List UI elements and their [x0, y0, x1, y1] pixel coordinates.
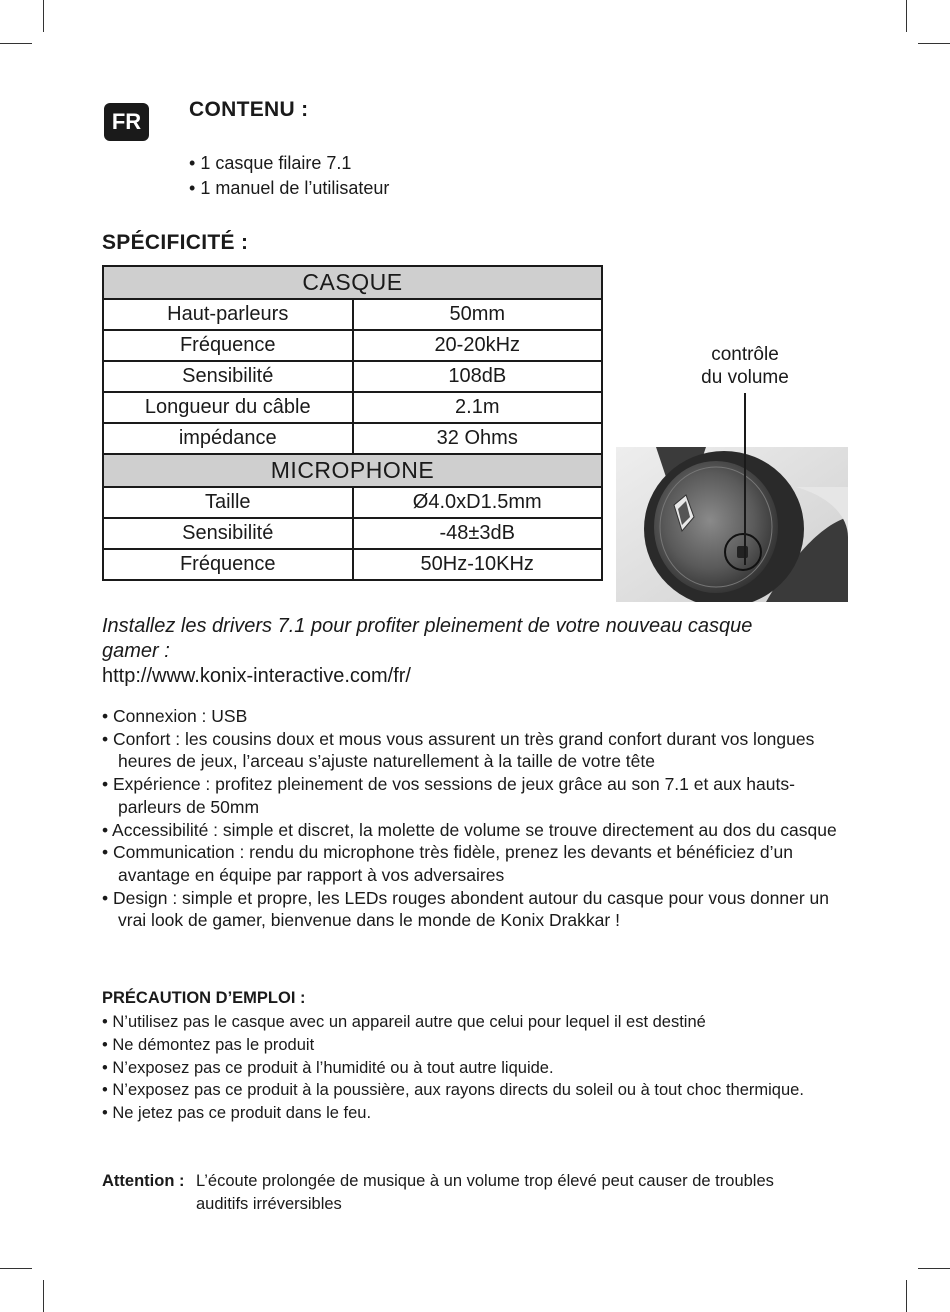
table-row: [103, 518, 602, 549]
spec-value: Ø4.0xD1.5mm: [353, 487, 603, 518]
attention-text: L’écoute prolongée de musique à un volume trop élevé peut causer de troubles auditifs irréversibles: [196, 1172, 774, 1213]
list-item: • Connexion : USB: [102, 705, 842, 728]
table-row: [103, 330, 602, 361]
list-item: • Expérience : profitez pleinement de vos sessions de jeux grâce au son 7.1 et aux hauts-parleurs de 50mm: [102, 773, 842, 818]
spec-value: 32 Ohms: [353, 423, 603, 454]
spec-label: Sensibilité: [103, 361, 353, 392]
crop-mark: [918, 1268, 950, 1269]
list-item: • Design : simple et propre, les LEDs rouges abondent autour du casque pour vous donner un vrai look de gamer, bienvenue dans le monde de Konix Drakkar !: [102, 887, 842, 932]
spec-label: Fréquence: [103, 330, 353, 361]
crop-mark: [43, 0, 44, 32]
list-item: • Communication : rendu du microphone très fidèle, prenez les devants et bénéficiez d’un avantage en équipe par rapport à vos adversaires: [102, 841, 842, 886]
crop-mark: [0, 1268, 32, 1269]
spec-value: 108dB: [353, 361, 603, 392]
contents-item: • 1 manuel de l’utilisateur: [189, 176, 389, 201]
crop-mark: [906, 0, 907, 32]
spec-value: 2.1m: [353, 392, 603, 423]
contents-list: [189, 151, 389, 201]
list-item: • N’exposez pas ce produit à la poussière, aux rayons directs du soleil ou à tout choc thermique.: [102, 1079, 822, 1102]
spec-label: Fréquence: [103, 549, 353, 580]
spec-value: 50Hz-10KHz: [353, 549, 603, 580]
list-item: • N’utilisez pas le casque avec un appareil autre que celui pour lequel il est destiné: [102, 1011, 822, 1034]
precautions-title: PRÉCAUTION D’EMPLOI :: [102, 989, 306, 1007]
list-item: • Confort : les cousins doux et mous vous assurent un très grand confort durant vos longues heures de jeux, l’arceau s’ajuste naturellement à la taille de votre tête: [102, 728, 842, 773]
callout-line1: contrôle: [711, 344, 779, 365]
table-row: [103, 487, 602, 518]
microphone-heading: MICROPHONE: [103, 454, 602, 487]
headset-photo: [616, 447, 848, 602]
features-list: [102, 705, 842, 932]
crop-mark: [906, 1280, 907, 1312]
spec-table: [102, 265, 603, 581]
spec-value: 20-20kHz: [353, 330, 603, 361]
headset-heading: CASQUE: [103, 266, 602, 299]
crop-mark: [918, 43, 950, 44]
crop-mark: [43, 1280, 44, 1312]
table-row: [103, 361, 602, 392]
spec-value: 50mm: [353, 299, 603, 330]
language-badge: FR: [104, 103, 149, 141]
list-item: • Ne démontez pas le produit: [102, 1034, 822, 1057]
spec-label: Haut-parleurs: [103, 299, 353, 330]
crop-mark: [0, 43, 32, 44]
contents-title: CONTENU :: [189, 98, 309, 121]
install-text: Installez les drivers 7.1 pour profiter pleinement de votre nouveau casque gamer :: [102, 615, 753, 662]
contents-item: • 1 casque filaire 7.1: [189, 151, 389, 176]
spec-label: Taille: [103, 487, 353, 518]
spec-label: impédance: [103, 423, 353, 454]
callout-line2: du volume: [701, 367, 789, 388]
table-row: [103, 549, 602, 580]
volume-control-callout: [680, 343, 810, 389]
spec-title: SPÉCIFICITÉ :: [102, 231, 249, 254]
spec-value: -48±3dB: [353, 518, 603, 549]
precautions-list: [102, 1011, 822, 1125]
install-info: [102, 614, 802, 689]
install-url[interactable]: http://www.konix-interactive.com/fr/: [102, 665, 411, 687]
attention-label: Attention :: [102, 1172, 185, 1190]
spec-label: Sensibilité: [103, 518, 353, 549]
list-item: • Ne jetez pas ce produit dans le feu.: [102, 1102, 822, 1125]
table-row: [103, 299, 602, 330]
table-row: [103, 392, 602, 423]
list-item: • N’exposez pas ce produit à l’humidité ou à tout autre liquide.: [102, 1057, 822, 1080]
table-row: [103, 423, 602, 454]
spec-label: Longueur du câble: [103, 392, 353, 423]
callout-line: [744, 393, 746, 565]
list-item: • Accessibilité : simple et discret, la molette de volume se trouve directement au dos du casque: [102, 819, 842, 842]
